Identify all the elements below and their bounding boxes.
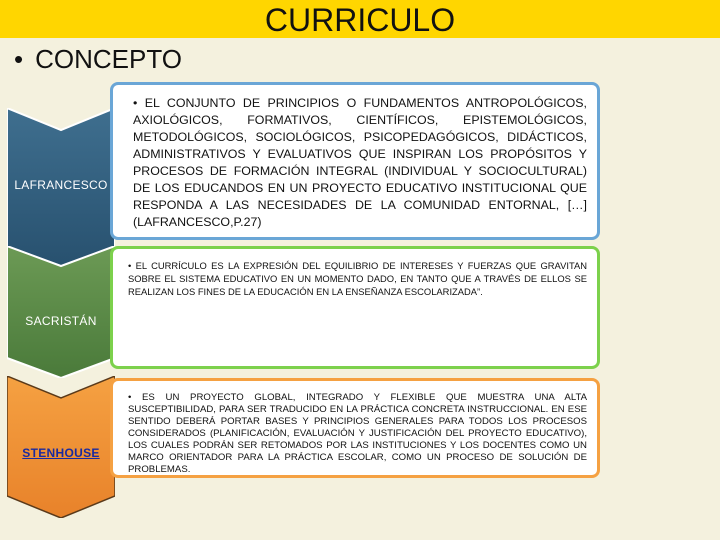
definition-text: • EL CURRÍCULO ES LA EXPRESIÓN DEL EQUILIBRIO DE INTERESES Y FUERZAS QUE GRAVITAN SOBRE EL SISTEMA EDUCATIVO EN UN MOMENTO DADO, EN TANTO QUE A TRAVÉS DE ELLOS SE REALIZAN LOS FINES DE LA EDUCACIÓN EN LA ENSEÑANZA ESCOLARIZADA”. <box>128 260 587 297</box>
definition-box-stenhouse <box>110 378 600 478</box>
definition-box-sacristan <box>110 246 600 369</box>
slide-title-text: CURRICULO <box>264 2 456 38</box>
author-stenhouse-link[interactable]: STENHOUSE <box>22 446 100 460</box>
chevron-shape-green <box>7 246 115 378</box>
concept-label: CONCEPTO <box>35 44 182 74</box>
definition-text: • EL CONJUNTO DE PRINCIPIOS O FUNDAMENTOS ANTROPOLÓGICOS, AXIOLÓGICOS, FORMATIVOS, CIENTÍFICOS, EPISTEMOLÓGICOS, METODOLÓGICOS, SOCIOLÓGICOS, PSICOPEDAGÓGICOS, DIDÁCTICOS, ADMINISTRATIVOS Y EVALUATIVOS QUE INSPIRAN LOS PROPÓSITOS Y PROCESOS DE FORMACIÓN INTEGRAL (INDIVIDUAL Y SOCIOCULTURAL) DE LOS EDUCANDOS EN UN PROYECTO EDUCATIVO INSTITUCIONAL QUE RESPONDA A LAS NECESIDADES DE LA COMUNIDAD ENTORNAL, […](LAFRANCESCO,P.27) <box>133 96 587 229</box>
author-lafrancesco: LAFRANCESCO <box>14 178 108 192</box>
slide-title <box>0 0 720 38</box>
definition-box-lafrancesco <box>110 82 600 240</box>
bullet: • <box>14 44 24 74</box>
chevron-stenhouse <box>7 376 115 518</box>
chevron-sacristan <box>7 246 115 378</box>
author-sacristan: SACRISTÁN <box>25 314 97 328</box>
concept-heading <box>14 44 182 75</box>
definition-text: • ES UN PROYECTO GLOBAL, INTEGRADO Y FLEXIBLE QUE MUESTRA UNA ALTA SUSCEPTIBILIDAD, PARA SER TRADUCIDO EN LA PRÁCTICA CONCRETA INSTRUCCIONAL. EN ESE SENTIDO DEBERÁ PORTAR BASES Y PRINCIPIOS GENERALES PARA TODOS LOS PROCESOS CONSIDERADOS (PLANIFICACIÓN, EVALUACIÓN Y JUSTIFICACIÓN DEL PROYECTO EDUCATIVO), LOS CUALES PODRÁN SER RETOMADOS POR LAS INSTITUCIONES Y LOS DOCENTES COMO UN MARCO ORIENTADOR PARA LA PRÁCTICA ESCOLAR, COMO UN PROCESO DE SOLUCIÓN DE PROBLEMAS. <box>128 392 587 475</box>
